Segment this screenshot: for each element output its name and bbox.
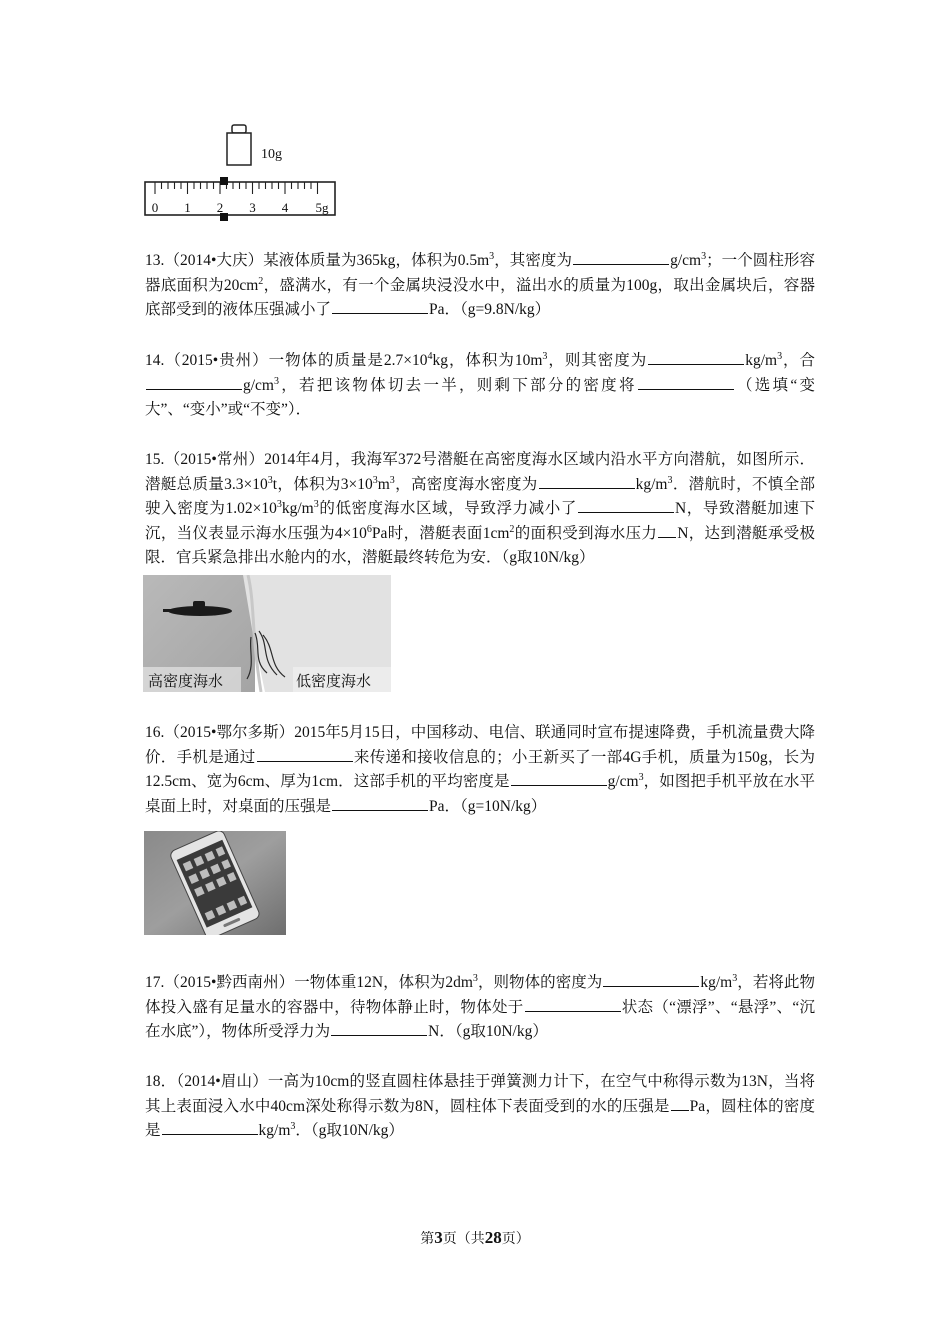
- ruler-tick-label: 3: [249, 200, 256, 215]
- answer-blank[interactable]: [146, 375, 242, 390]
- answer-blank[interactable]: [638, 375, 734, 390]
- ruler-tick-label: 5g: [315, 200, 329, 215]
- ruler-tick-label: 0: [151, 200, 159, 215]
- page-number: 3: [434, 1228, 443, 1247]
- answer-blank[interactable]: [332, 796, 428, 811]
- answer-blank[interactable]: [525, 997, 621, 1012]
- weight-label: 10g: [261, 147, 282, 162]
- answer-blank[interactable]: [257, 747, 353, 762]
- weight-knob: [232, 125, 246, 133]
- question-14: 14.（2015•贵州）一物体的质量是$2.7\times 10^4kg$，体积为$10m^3$，则其密度为 $kg/m^3$，合$g/cm^3$，若把该物体切去一半，则剩下部分的密度将 （选填“变大”、“变小”或“不变”）．: [145, 350, 815, 418]
- answer-blank[interactable]: [648, 350, 744, 365]
- weight-body: [227, 133, 251, 165]
- question-16: 16.（2015•鄂尔多斯）2015年5月15日，中国移动、电信、联通同时宣布提速降费，手机流量费大降价．手机是通过 来传递和接收信息的；小王新买了一部4G手机，质量为150g，长为12.5cm、宽为6cm、厚为1cm．这部手机的平均密度是 $g/cm^3$，如图把手机平放在水平桌面上时，对桌面的压强是 Pa．（g=10N/kg）: [145, 724, 815, 815]
- answer-blank[interactable]: [578, 498, 674, 513]
- submarine-figure: [143, 575, 391, 692]
- question-15: 15.（2015•常州）2014年4月，我海军372号潜艇在高密度海水区域内沿水平方向潜航，如图所示．潜艇总质量$3.3\times 10^3t$，体积为$3\times 10^3m^3$，高密度海水密度为 $kg/m^3$．潜航时，不慎全部驶入密度为$1.02\times 10^3kg/m^3$的低密度海水区域，导致浮力减小了 N，导致潜艇加速下沉，当仪表显示海水压强为$4\times 10^6Pa$时，潜艇表面$1cm^2$的面积受到海水压力 N，达到潜艇承受极限．官兵紧急排出水舱内的水，潜艇最终转危为安．（g取10N/kg）: [145, 451, 815, 566]
- ruler-tick-label: 1: [184, 200, 191, 215]
- ruler-tick-label: 2: [216, 200, 224, 215]
- answer-blank[interactable]: [511, 771, 607, 786]
- page-total: 28: [484, 1228, 502, 1247]
- answer-blank[interactable]: [658, 523, 676, 538]
- answer-blank[interactable]: [331, 1021, 427, 1036]
- phone-figure: [144, 831, 286, 935]
- high-density-label: 高密度海水: [148, 672, 224, 690]
- answer-blank[interactable]: [332, 299, 428, 314]
- question-17: 17.（2015•黔西南州）一物体重12N，体积为$2dm^3$，则物体的密度为 $kg/m^3$，若将此物体投入盛有足量水的容器中，待物体静止时，物体处于 状态（“漂浮”、“悬浮”、“沉在水底”），物体所受浮力为 N．（g取10N/kg）: [145, 972, 815, 1040]
- balance-ruler-figure: [140, 120, 350, 225]
- answer-blank[interactable]: [162, 1120, 258, 1135]
- answer-blank[interactable]: [671, 1096, 689, 1111]
- rider-top: [220, 177, 228, 185]
- answer-blank[interactable]: [573, 250, 669, 265]
- page-footer: 第3页（共28页）: [420, 1228, 530, 1247]
- question-18: 18．（2014•眉山）一高为10cm的竖直圆柱体悬挂于弹簧测力计下，在空气中称得示数为13N，当将其上表面浸入水中40cm深处称得示数为8N，圆柱体下表面受到的水的压强是 Pa，圆柱体的密度是 $kg/m^3$．（g取10N/kg）: [145, 1073, 815, 1139]
- ruler-tick-label: 4: [281, 200, 289, 215]
- answer-blank[interactable]: [539, 474, 635, 489]
- low-density-label: 低密度海水: [296, 672, 372, 690]
- answer-blank[interactable]: [603, 972, 699, 987]
- question-13: 13.（2014•大庆）某液体质量为365kg，体积为$0.5m^3$，其密度为 $g/cm^3$；一个圆柱形容器底面积为$20cm^2$，盛满水，有一个金属块浸没水中，溢出水的质量为100g，取出金属块后，容器底部受到的液体压强减小了 Pa．（g=9.8N/kg）: [145, 250, 815, 318]
